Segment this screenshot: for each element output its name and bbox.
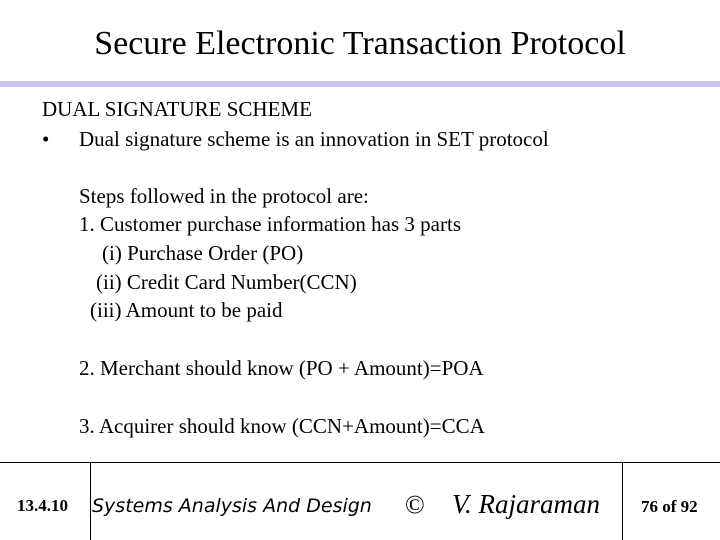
step-1: 1. Customer purchase information has 3 parts <box>79 212 461 236</box>
footer-separator <box>622 463 623 540</box>
step-3: 3. Acquirer should know (CCN+Amount)=CCA <box>79 414 485 438</box>
steps-intro: Steps followed in the protocol are: <box>79 184 369 208</box>
step-1-part-2: (ii) Credit Card Number(CCN) <box>96 270 357 294</box>
slide-title: Secure Electronic Transaction Protocol <box>94 25 626 62</box>
page-number: 76 of 92 <box>641 497 698 516</box>
copyright-icon: © <box>405 490 425 519</box>
footer-divider <box>0 462 720 463</box>
footer-date: 13.4.10 <box>17 496 68 515</box>
step-1-part-1: (i) Purchase Order (PO) <box>102 241 304 265</box>
footer-separator <box>90 463 91 540</box>
footer-course-title: Systems Analysis And Design <box>92 495 372 517</box>
title-divider <box>0 81 720 87</box>
bullet-icon: • <box>42 127 50 151</box>
section-heading: DUAL SIGNATURE SCHEME <box>42 97 312 121</box>
step-1-part-3: (iii) Amount to be paid <box>90 298 283 322</box>
bullet-text: Dual signature scheme is an innovation in SET protocol <box>79 127 549 151</box>
footer-author: V. Rajaraman <box>452 489 601 519</box>
step-2: 2. Merchant should know (PO + Amount)=POA <box>79 356 484 380</box>
